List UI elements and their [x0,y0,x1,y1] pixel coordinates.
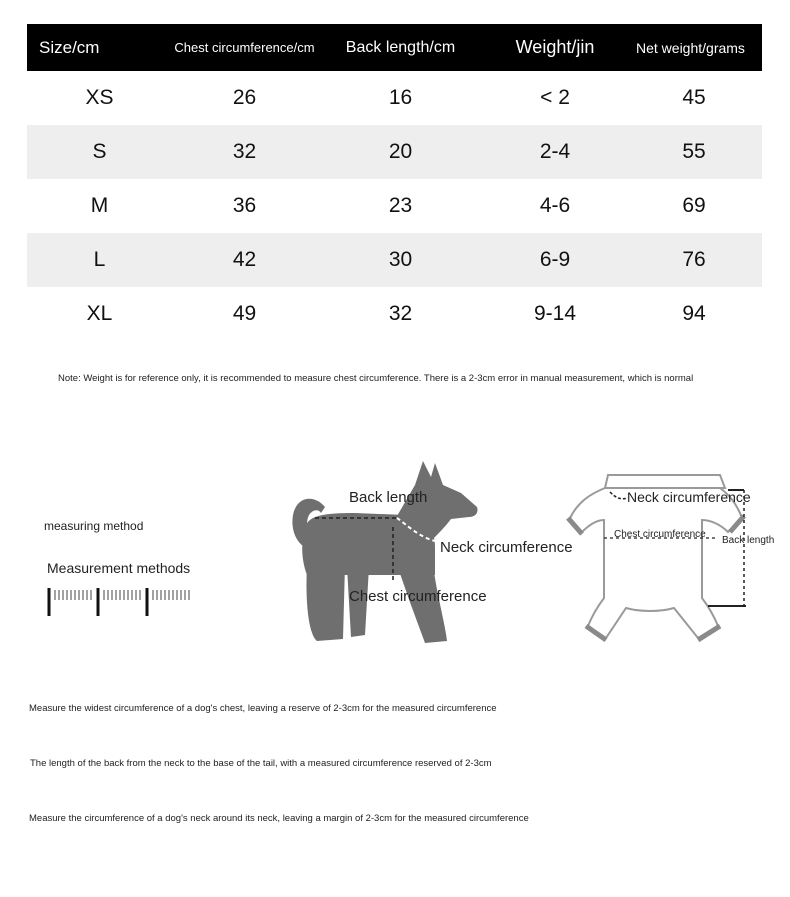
cell-net-weight: 94 [682,302,706,325]
cell-net-weight: 76 [626,233,762,287]
table-row [27,233,762,287]
cell-size: L [27,233,172,287]
cell-weight: 2-4 [484,125,626,179]
cell-back: 32 [388,302,413,325]
cell-chest: 36 [232,194,257,217]
cell-chest: 42 [172,233,317,287]
cell-weight: 6-9 [484,233,626,287]
header-back-length: Back length/cm [317,24,484,71]
cell-size: M [90,194,109,217]
measuring-method-label: measuring method [44,519,144,533]
cell-back: 23 [388,194,413,217]
note-text: Note: Weight is for reference only, it is recommended to measure chest circumference. There is a 2-3cm error in manual measurement, which is normal [58,373,694,384]
dog-chest-label: Chest circumference [349,588,487,605]
cell-chest: 26 [232,86,257,109]
cell-chest: 49 [232,302,257,325]
instruction-back-length: The length of the back from the neck to the base of the tail, with a measured circumference reserved of 2-3cm [30,758,492,769]
measurement-methods-label: Measurement methods [47,560,191,576]
cell-back: 30 [317,233,484,287]
cell-back: 20 [317,125,484,179]
table-header-row [27,24,762,71]
dog-back-length-label: Back length [349,489,428,506]
cell-net-weight: 55 [626,125,762,179]
header-net-weight: Net weight/grams [626,24,762,71]
cell-net-weight: 45 [682,86,706,109]
size-table [27,24,762,341]
header-size: Size/cm [27,24,172,71]
cell-size: S [27,125,172,179]
table-row [27,71,762,125]
cell-net-weight: 69 [682,194,706,217]
cell-back: 16 [388,86,413,109]
table-row [27,287,762,341]
header-weight: Weight/jin [484,24,626,71]
garment-chest-label: Chest circumference [614,529,706,540]
cell-chest: 32 [172,125,317,179]
dog-neck-label: Neck circumference [440,539,573,556]
header-chest: Chest circumference/cm [172,24,317,71]
garment-back-length-label: Back length [722,535,775,546]
table-row [27,125,762,179]
garment-neck-label: Neck circumference [627,489,751,505]
ruler-icon [46,586,196,618]
instruction-chest: Measure the widest circumference of a dog's chest, leaving a reserve of 2-3cm for the measured circumference [29,703,497,714]
cell-weight: 9-14 [533,302,577,325]
cell-size: XL [86,302,113,325]
cell-weight: < 2 [540,86,570,109]
cell-weight: 4-6 [539,194,571,217]
table-row [27,179,762,233]
instruction-neck: Measure the circumference of a dog's neck around its neck, leaving a margin of 2-3cm for the measured circumference [29,813,529,824]
cell-size: XS [85,86,114,109]
